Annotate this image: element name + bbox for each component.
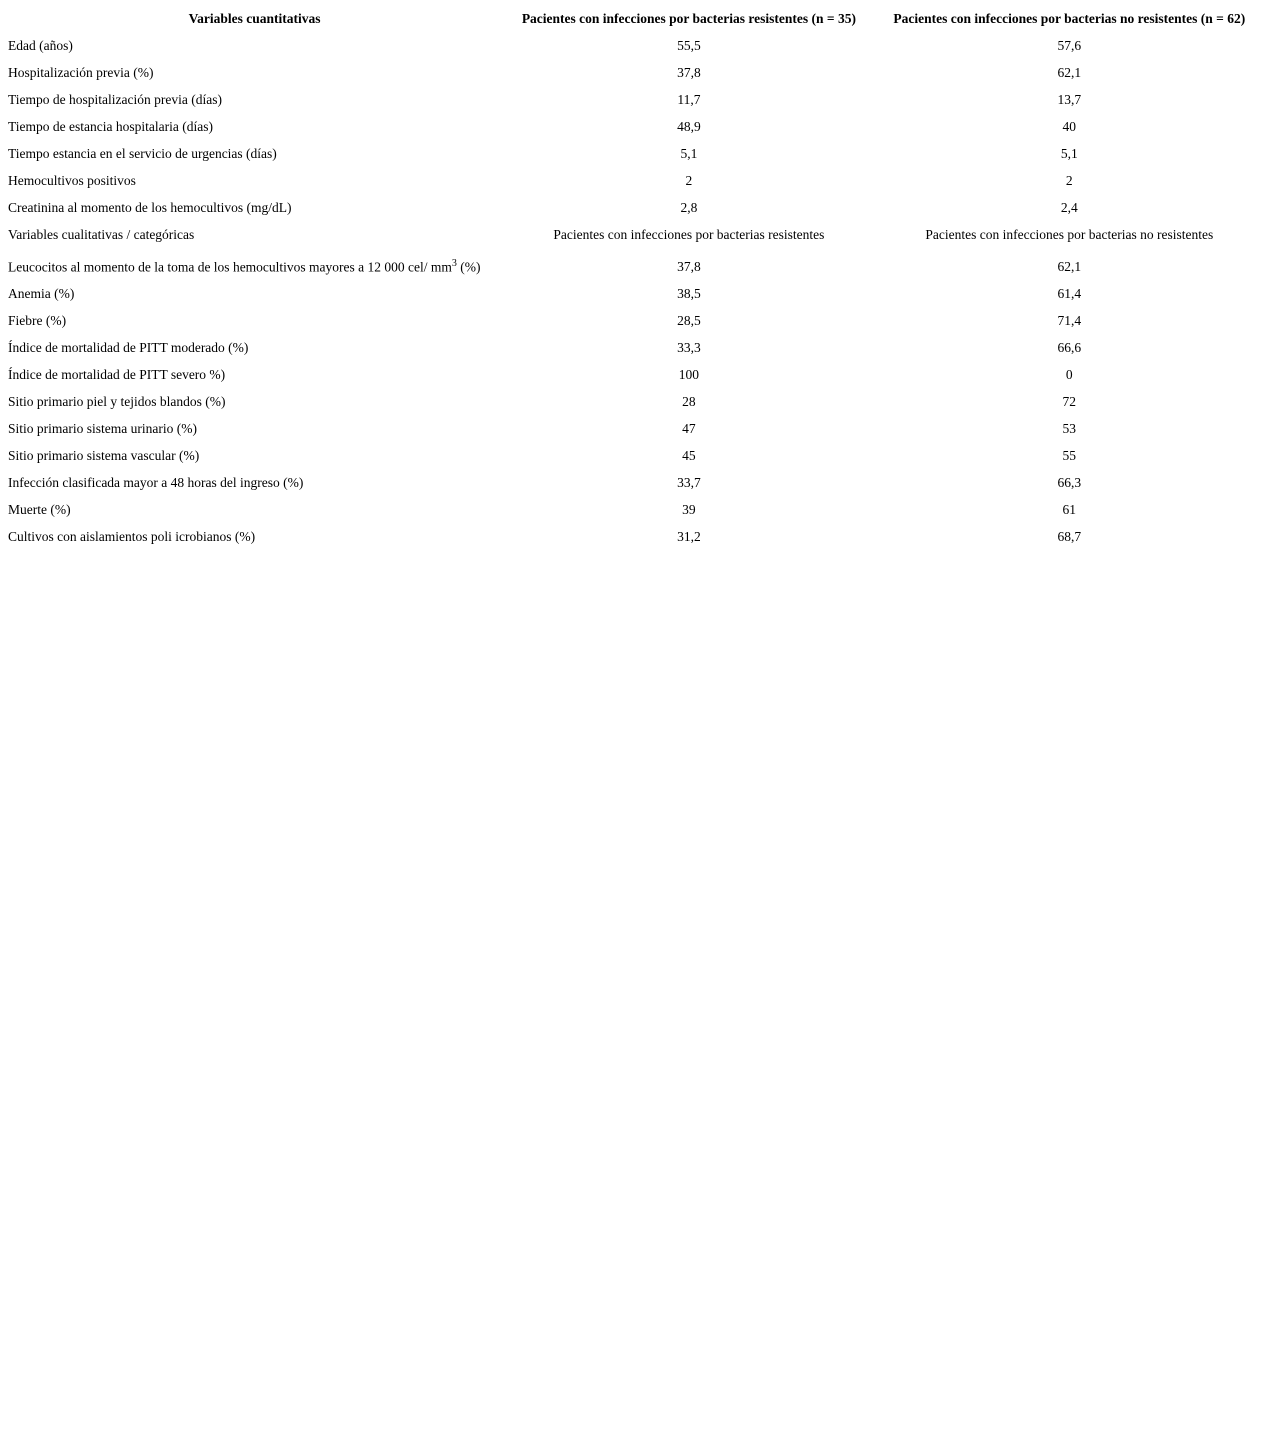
cell-non-resistant: 66,3 xyxy=(1057,474,1082,490)
header-variables-cuantitativas: Variables cuantitativas xyxy=(188,10,321,26)
cell-non-resistant: 68,7 xyxy=(1057,528,1082,544)
cell-non-resistant: 66,6 xyxy=(1057,339,1082,355)
cell-resistant: 33,3 xyxy=(677,339,701,355)
quantitative-rows xyxy=(6,33,1264,220)
cell-non-resistant: 13,7 xyxy=(1057,91,1082,107)
row-label: Índice de mortalidad de PITT moderado (%) xyxy=(8,339,249,355)
cell-resistant: 11,7 xyxy=(677,91,701,107)
table-row xyxy=(6,497,1264,522)
row-label: Muerte (%) xyxy=(8,501,71,517)
cell-resistant: 39 xyxy=(682,501,696,517)
table-row xyxy=(6,389,1264,414)
table-row xyxy=(6,141,1264,166)
table-row xyxy=(6,308,1264,333)
table-row xyxy=(6,281,1264,306)
cell-resistant: 2 xyxy=(685,172,693,188)
cell-resistant: 31,2 xyxy=(677,528,701,544)
table-row xyxy=(6,443,1264,468)
cell-non-resistant: 40 xyxy=(1062,118,1077,134)
table-row xyxy=(6,87,1264,112)
cell-resistant: 28 xyxy=(682,393,696,409)
header-resistant: Pacientes con infecciones por bacterias resistentes (n = 35) xyxy=(521,10,856,26)
table-row xyxy=(6,416,1264,441)
table-row xyxy=(6,470,1264,495)
cell-resistant: 37,8 xyxy=(677,258,701,274)
table-row xyxy=(6,524,1264,549)
subheader-resistant: Pacientes con infecciones por bacterias resistentes xyxy=(553,226,825,242)
subheader-variables-cualitativas: Variables cualitativas / categóricas xyxy=(8,226,195,242)
qualitative-section xyxy=(6,222,1264,279)
qualitative-rows xyxy=(6,281,1264,549)
row-label: Sitio primario piel y tejidos blandos (%) xyxy=(8,393,226,409)
row-label: Hemocultivos positivos xyxy=(8,172,136,188)
leucocitos-label-sup: 3 xyxy=(451,257,457,269)
cell-non-resistant: 71,4 xyxy=(1057,312,1082,328)
cell-resistant: 5,1 xyxy=(680,145,698,161)
cell-resistant: 45 xyxy=(682,447,696,463)
row-label: Fiebre (%) xyxy=(8,312,67,328)
row-label: Tiempo estancia en el servicio de urgencias (días) xyxy=(8,145,277,161)
table-row xyxy=(6,195,1264,220)
row-label: Tiempo de estancia hospitalaria (días) xyxy=(8,118,213,134)
cell-resistant: 2,8 xyxy=(680,199,698,215)
cell-non-resistant: 57,6 xyxy=(1057,37,1082,53)
cell-resistant: 28,5 xyxy=(677,312,701,328)
table-row xyxy=(6,168,1264,193)
cell-non-resistant: 53 xyxy=(1062,420,1077,436)
row-label xyxy=(6,249,503,279)
cell-resistant: 100 xyxy=(678,366,700,382)
row-label: Índice de mortalidad de PITT severo %) xyxy=(8,366,226,382)
cell-resistant: 55,5 xyxy=(677,37,701,53)
row-label: Creatinina al momento de los hemocultivos (mg/dL) xyxy=(8,199,292,215)
cell-non-resistant: 5,1 xyxy=(1060,145,1078,161)
cell-resistant: 33,7 xyxy=(677,474,701,490)
cell-non-resistant: 62,1 xyxy=(1057,64,1082,80)
header-non-resistant: Pacientes con infecciones por bacterias no resistentes (n = 62) xyxy=(893,10,1246,26)
table-row xyxy=(6,362,1264,387)
row-label: Sitio primario sistema vascular (%) xyxy=(8,447,200,463)
table-row xyxy=(6,33,1264,58)
data-table xyxy=(4,4,1266,551)
row-label: Cultivos con aislamientos poli icrobianos (%) xyxy=(8,528,256,544)
cell-non-resistant: 72 xyxy=(1062,393,1077,409)
table-row xyxy=(6,114,1264,139)
subheader-row xyxy=(6,222,1264,247)
row-label: Edad (años) xyxy=(8,37,73,53)
table-row xyxy=(6,335,1264,360)
header-row xyxy=(6,6,1264,31)
row-label: Anemia (%) xyxy=(8,285,75,301)
cell-non-resistant: 62,1 xyxy=(1057,258,1082,274)
cell-resistant: 38,5 xyxy=(677,285,701,301)
leucocitos-label-suffix: (%) xyxy=(456,259,481,275)
cell-non-resistant: 61,4 xyxy=(1057,285,1082,301)
row-label: Hospitalización previa (%) xyxy=(8,64,154,80)
row-label: Sitio primario sistema urinario (%) xyxy=(8,420,197,436)
cell-non-resistant: 0 xyxy=(1065,366,1073,382)
cell-resistant: 48,9 xyxy=(677,118,701,134)
cell-non-resistant: 61 xyxy=(1062,501,1077,517)
row-label: Tiempo de hospitalización previa (días) xyxy=(8,91,222,107)
subheader-non-resistant: Pacientes con infecciones por bacterias no resistentes xyxy=(925,226,1214,242)
cell-resistant: 37,8 xyxy=(677,64,701,80)
cell-resistant: 47 xyxy=(682,420,696,436)
leucocitos-label-main: Leucocitos al momento de la toma de los hemocultivos mayores a 12 000 cel/ mm xyxy=(8,259,452,275)
cell-non-resistant: 55 xyxy=(1062,447,1077,463)
cell-non-resistant: 2,4 xyxy=(1060,199,1078,215)
table-row-leucocitos xyxy=(6,249,1264,279)
table-row xyxy=(6,60,1264,85)
cell-non-resistant: 2 xyxy=(1065,172,1073,188)
row-label: Infección clasificada mayor a 48 horas del ingreso (%) xyxy=(8,474,304,490)
